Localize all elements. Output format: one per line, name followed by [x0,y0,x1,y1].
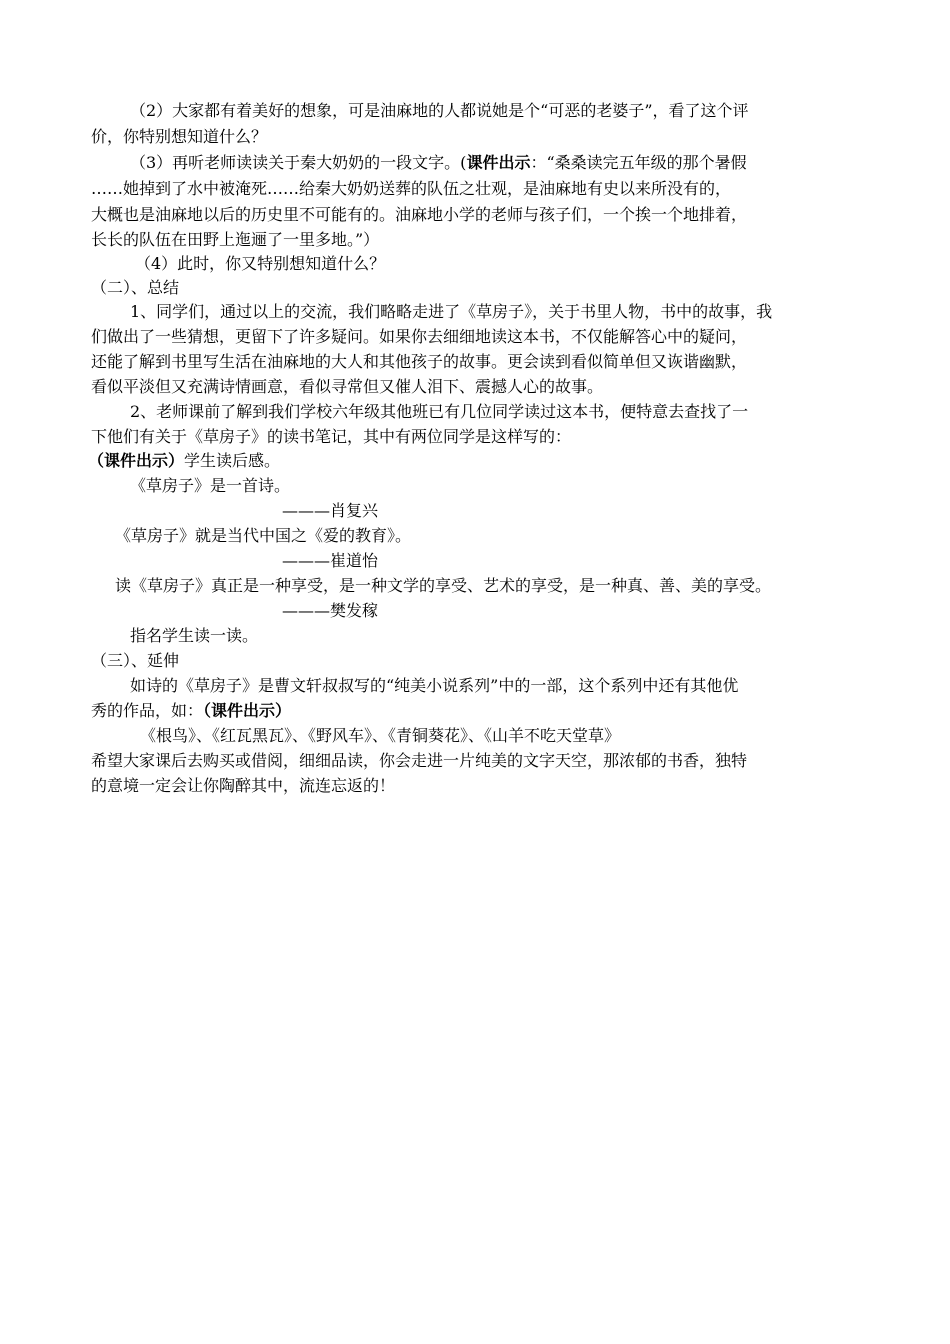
quote-3-author: ———樊发稼 [282,601,379,620]
instruction: 指名学生读一读。 [130,626,259,645]
summary-2-line-2: 下他们有关于《草房子》的读书笔记，其中有两位同学是这样写的： [91,427,572,446]
quote-2-author: ———崔道怡 [282,551,379,570]
quote-3: 读《草房子》真正是一种享受，是一种文学的享受、艺术的享受，是一种真、善、美的享受。 [115,576,772,595]
paragraph-3-line-1 [130,151,747,174]
extension-line-1: 如诗的《草房子》是曹文轩叔叔写的“纯美小说系列”中的一部，这个系列中还有其他优 [130,676,739,695]
paragraph-2-line-1: （2）大家都有着美好的想象，可是油麻地的人都说她是个“可恶的老婆子”，看了这个评 [130,101,749,120]
courseware-label: （课件出示） [203,701,292,720]
paragraph-3-line-3: 大概也是油麻地以后的历史里不可能有的。油麻地小学的老师与孩子们，一个挨一个地排着， [91,205,748,224]
quote-2: 《草房子》就是当代中国之《爱的教育》。 [115,526,412,545]
summary-1-line-3: 还能了解到书里写生活在油麻地的大人和其他孩子的故事。更会读到看似简单但又诙谐幽默， [91,352,748,371]
courseware-text: 学生读后感。 [184,451,281,470]
paragraph-3-line-2: ……她掉到了水中被淹死……给秦大奶奶送葬的队伍之壮观，是油麻地有史以来所没有的， [91,179,732,198]
quote-1-author: ———肖复兴 [282,501,379,520]
courseware-label: （课件出示） [88,451,185,470]
paragraph-3-intro: （3）再听老师读读关于秦大奶奶的一段文字。( [130,153,467,172]
paragraph-3-quote-start: ：“桑桑读完五年级的那个暑假 [530,153,747,172]
paragraph-2-line-2: 价，你特别想知道什么？ [91,127,268,146]
extension-text: 秀的作品，如： [91,701,204,720]
quote-1: 《草房子》是一首诗。 [130,476,291,495]
courseware-label: 课件出示 [466,153,531,172]
courseware-line [88,449,280,472]
section-3-heading: （三）、延伸 [91,651,180,670]
paragraph-3-line-4: 长长的队伍在田野上迤逦了一里多地。”） [91,230,380,249]
extension-line-2 [91,699,291,722]
paragraph-4: （4）此时，你又特别想知道什么？ [135,254,386,273]
summary-2-line-1: 2、老师课前了解到我们学校六年级其他班已有几位同学读过这本书，便特意去查找了一 [130,402,749,421]
section-2-heading: （二）、总结 [91,278,180,297]
closing-line-1: 希望大家课后去购买或借阅，细细品读，你会走进一片纯美的文字天空，那浓郁的书香，独特 [91,751,748,770]
summary-1-line-4: 看似平淡但又充满诗情画意，看似寻常但又催人泪下、震撼人心的故事。 [91,377,604,396]
closing-line-2: 的意境一定会让你陶醉其中，流连忘返的！ [91,776,396,795]
book-list: 《根鸟》、《红瓦黑瓦》、《野风车》、《青铜葵花》、《山羊不吃天堂草》 [140,726,621,745]
summary-1-line-2: 们做出了一些猜想，更留下了许多疑问。如果你去细细地读这本书，不仅能解答心中的疑问， [91,327,748,346]
summary-1-line-1: 1、同学们，通过以上的交流，我们略略走进了《草房子》，关于书里人物，书中的故事，我 [130,302,773,321]
